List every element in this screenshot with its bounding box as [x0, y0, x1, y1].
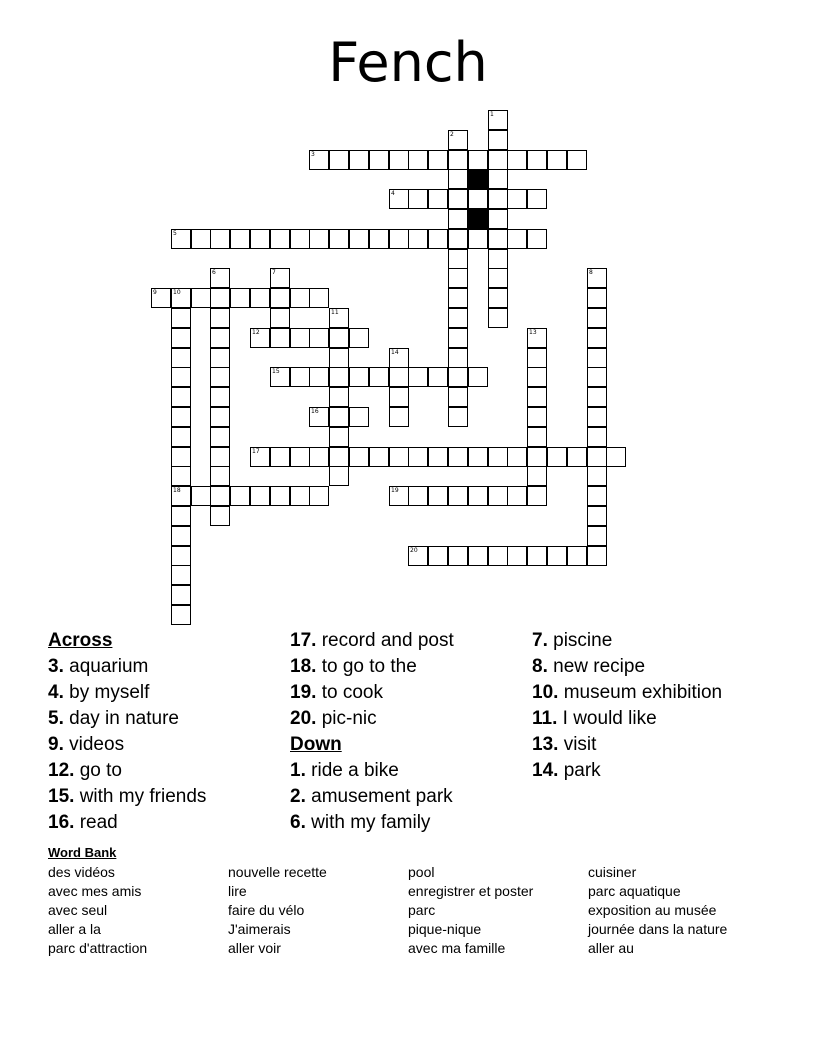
grid-cell[interactable]: [448, 130, 468, 150]
grid-cell[interactable]: [488, 268, 508, 288]
grid-cell[interactable]: [210, 427, 230, 447]
grid-cell[interactable]: [448, 348, 468, 368]
grid-cell[interactable]: [250, 229, 270, 249]
grid-cell[interactable]: [349, 407, 369, 427]
clue-across-12: 12. go to: [48, 760, 122, 781]
grid-cell[interactable]: [230, 229, 250, 249]
grid-cell[interactable]: [408, 150, 428, 170]
grid-cell[interactable]: [270, 268, 290, 288]
grid-cell[interactable]: [527, 427, 547, 447]
grid-cell[interactable]: [250, 486, 270, 506]
grid-cell[interactable]: [547, 546, 567, 566]
grid-cell[interactable]: [587, 387, 607, 407]
word-bank-item: avec seul: [48, 902, 108, 918]
grid-cell[interactable]: [230, 486, 250, 506]
grid-cell[interactable]: [408, 367, 428, 387]
cell-number: 10: [173, 289, 181, 296]
grid-cell[interactable]: [488, 288, 508, 308]
grid-cell[interactable]: [171, 328, 191, 348]
grid-cell[interactable]: [507, 546, 527, 566]
grid-cell[interactable]: [448, 150, 468, 170]
grid-cell[interactable]: [448, 328, 468, 348]
cell-number: 16: [311, 408, 319, 415]
grid-cell[interactable]: [151, 288, 171, 308]
grid-cell[interactable]: [488, 249, 508, 269]
grid-cell[interactable]: [448, 486, 468, 506]
grid-cell[interactable]: [171, 367, 191, 387]
grid-cell[interactable]: [488, 189, 508, 209]
cell-number: 20: [410, 547, 418, 554]
grid-cell[interactable]: [448, 189, 468, 209]
grid-cell[interactable]: [468, 546, 488, 566]
grid-cell[interactable]: [369, 447, 389, 467]
grid-cell[interactable]: [488, 150, 508, 170]
grid-cell[interactable]: [448, 229, 468, 249]
grid-cell[interactable]: [527, 189, 547, 209]
cell-number: 6: [212, 269, 216, 276]
cell-number: 14: [391, 349, 399, 356]
word-bank-item: parc: [408, 902, 436, 918]
grid-cell[interactable]: [171, 308, 191, 328]
grid-cell[interactable]: [171, 229, 191, 249]
grid-cell[interactable]: [329, 308, 349, 328]
grid-cell[interactable]: [309, 229, 329, 249]
grid-cell[interactable]: [329, 427, 349, 447]
grid-cell[interactable]: [369, 150, 389, 170]
grid-cell[interactable]: [309, 328, 329, 348]
grid-cell[interactable]: [210, 447, 230, 467]
word-bank-item: aller voir: [228, 940, 281, 956]
cell-number: 9: [153, 289, 157, 296]
grid-cell[interactable]: [389, 229, 409, 249]
clue-column-1: [48, 628, 206, 836]
grid-cell[interactable]: [507, 229, 527, 249]
clue-across-19: 19. to cook: [290, 682, 383, 703]
grid-cell[interactable]: [527, 546, 547, 566]
word-bank-item: lire: [228, 883, 247, 899]
grid-cell[interactable]: [567, 447, 587, 467]
clue-down-10: 10. museum exhibition: [532, 682, 723, 703]
grid-cell[interactable]: [309, 486, 329, 506]
word-bank-column-4: [588, 863, 727, 958]
word-bank-column-1: [48, 863, 147, 958]
grid-cell[interactable]: [606, 447, 626, 467]
grid-cell[interactable]: [567, 546, 587, 566]
clue-down-1: 1. ride a bike: [290, 760, 399, 781]
grid-cell[interactable]: [270, 447, 290, 467]
grid-cell[interactable]: [468, 486, 488, 506]
clue-down-6: 6. with my family: [290, 812, 431, 833]
grid-cell[interactable]: [448, 249, 468, 269]
grid-cell[interactable]: [329, 466, 349, 486]
grid-cell[interactable]: [171, 466, 191, 486]
clue-across-15: 15. with my friends: [48, 786, 207, 807]
grid-cell[interactable]: [270, 367, 290, 387]
grid-cell[interactable]: [171, 565, 191, 585]
cell-number: 5: [173, 230, 177, 237]
clue-across-9: 9. videos: [48, 734, 125, 755]
word-bank-column-3: [408, 863, 533, 958]
grid-cell[interactable]: [468, 229, 488, 249]
word-bank-item: pool: [408, 864, 435, 880]
grid-cell[interactable]: [270, 486, 290, 506]
clue-down-14: 14. park: [532, 760, 601, 781]
grid-cell[interactable]: [369, 229, 389, 249]
grid-cell[interactable]: [329, 407, 349, 427]
grid-cell[interactable]: [428, 447, 448, 467]
word-bank-column-2: [228, 863, 327, 958]
grid-cell[interactable]: [230, 288, 250, 308]
grid-cell[interactable]: [587, 268, 607, 288]
grid-cell[interactable]: [290, 486, 310, 506]
word-bank-item: nouvelle recette: [228, 864, 327, 880]
grid-cell[interactable]: [329, 367, 349, 387]
grid-cell[interactable]: [448, 447, 468, 467]
grid-cell[interactable]: [309, 288, 329, 308]
grid-cell[interactable]: [527, 150, 547, 170]
grid-cell[interactable]: [309, 367, 329, 387]
clue-down-11: 11. I would like: [532, 708, 657, 729]
grid-cell[interactable]: [448, 209, 468, 229]
grid-cell[interactable]: [507, 447, 527, 467]
grid-cell[interactable]: [587, 466, 607, 486]
grid-cell[interactable]: [191, 229, 211, 249]
word-bank-item: journée dans la nature: [588, 921, 728, 937]
grid-cell[interactable]: [587, 328, 607, 348]
grid-cell[interactable]: [171, 546, 191, 566]
grid-cell[interactable]: [507, 189, 527, 209]
page-title: Fench: [328, 31, 488, 94]
grid-cell[interactable]: [290, 367, 310, 387]
grid-cell[interactable]: [408, 546, 428, 566]
grid-cell[interactable]: [527, 486, 547, 506]
grid-cell[interactable]: [527, 387, 547, 407]
grid-cell[interactable]: [210, 348, 230, 368]
grid-cell[interactable]: [309, 150, 329, 170]
cell-number: 7: [272, 269, 276, 276]
grid-cell[interactable]: [171, 486, 191, 506]
grid-cell[interactable]: [210, 229, 230, 249]
grid-cell[interactable]: [191, 288, 211, 308]
grid-cell[interactable]: [587, 427, 607, 447]
grid-cell[interactable]: [448, 308, 468, 328]
grid-cell[interactable]: [210, 486, 230, 506]
grid-cell[interactable]: [389, 189, 409, 209]
cell-number: 12: [252, 329, 260, 336]
grid-cell[interactable]: [488, 209, 508, 229]
grid-cell[interactable]: [587, 506, 607, 526]
grid-cell[interactable]: [290, 229, 310, 249]
clue-down-13: 13. visit: [532, 734, 597, 755]
grid-cell[interactable]: [210, 506, 230, 526]
grid-cell[interactable]: [171, 407, 191, 427]
grid-cell[interactable]: [448, 367, 468, 387]
grid-cell[interactable]: [448, 546, 468, 566]
word-bank-item: parc aquatique: [588, 883, 681, 899]
grid-cell[interactable]: [171, 526, 191, 546]
grid-cell[interactable]: [171, 447, 191, 467]
grid-cell[interactable]: [210, 407, 230, 427]
cell-number: 13: [529, 329, 537, 336]
cell-number: 15: [272, 368, 280, 375]
word-bank-item: cuisiner: [588, 864, 637, 880]
grid-cell[interactable]: [488, 308, 508, 328]
grid-cell[interactable]: [191, 486, 211, 506]
grid-cell[interactable]: [329, 150, 349, 170]
grid-cell[interactable]: [428, 486, 448, 506]
grid-cell[interactable]: [587, 447, 607, 467]
grid-cell[interactable]: [369, 367, 389, 387]
grid-cell[interactable]: [329, 328, 349, 348]
clue-across-4: 4. by myself: [48, 682, 150, 703]
cell-number: 3: [311, 151, 315, 158]
grid-cell[interactable]: [210, 288, 230, 308]
clue-column-3: [532, 628, 722, 784]
word-bank-item: enregistrer et poster: [408, 883, 534, 899]
grid-cell[interactable]: [349, 447, 369, 467]
grid-cell[interactable]: [349, 367, 369, 387]
grid-cell[interactable]: [428, 367, 448, 387]
grid-cell[interactable]: [507, 150, 527, 170]
grid-cell[interactable]: [270, 229, 290, 249]
word-bank-item: avec ma famille: [408, 940, 506, 956]
grid-cell[interactable]: [507, 486, 527, 506]
grid-cell[interactable]: [329, 387, 349, 407]
grid-cell[interactable]: [171, 387, 191, 407]
grid-cell[interactable]: [468, 447, 488, 467]
grid-cell[interactable]: [171, 585, 191, 605]
grid-cell[interactable]: [389, 367, 409, 387]
cell-number: 19: [391, 487, 399, 494]
grid-cell[interactable]: [389, 348, 409, 368]
grid-cell[interactable]: [547, 447, 567, 467]
grid-cell[interactable]: [329, 447, 349, 467]
grid-cell[interactable]: [488, 130, 508, 150]
clue-across-3: 3. aquarium: [48, 656, 149, 677]
grid-cell[interactable]: [448, 288, 468, 308]
grid-cell[interactable]: [329, 229, 349, 249]
word-bank-title: Word Bank: [48, 845, 117, 860]
grid-cell[interactable]: [547, 150, 567, 170]
grid-cell[interactable]: [587, 526, 607, 546]
word-bank-item: avec mes amis: [48, 883, 142, 899]
grid-cell[interactable]: [270, 328, 290, 348]
clue-across-16: 16. read: [48, 812, 118, 833]
grid-cell[interactable]: [349, 229, 369, 249]
grid-cell[interactable]: [468, 150, 488, 170]
grid-cell[interactable]: [527, 348, 547, 368]
grid-cell[interactable]: [210, 466, 230, 486]
grid-cell[interactable]: [587, 308, 607, 328]
clue-across-20: 20. pic-nic: [290, 708, 377, 729]
grid-cell[interactable]: [290, 288, 310, 308]
grid-cell[interactable]: [448, 407, 468, 427]
grid-cell[interactable]: [210, 387, 230, 407]
grid-cell[interactable]: [448, 387, 468, 407]
cell-number: 2: [450, 131, 454, 138]
grid-cell[interactable]: [389, 150, 409, 170]
grid-cell[interactable]: [488, 229, 508, 249]
word-bank-item: pique-nique: [408, 921, 482, 937]
grid-cell[interactable]: [250, 328, 270, 348]
across-heading: Across: [48, 630, 113, 651]
grid-block: [468, 169, 488, 189]
grid-cell[interactable]: [408, 486, 428, 506]
grid-cell[interactable]: [270, 308, 290, 328]
cell-number: 18: [173, 487, 181, 494]
down-heading: Down: [290, 734, 342, 755]
grid-cell[interactable]: [527, 407, 547, 427]
cell-number: 1: [490, 111, 494, 118]
grid-cell[interactable]: [210, 308, 230, 328]
word-bank-item: faire du vélo: [228, 902, 305, 918]
grid-cell[interactable]: [587, 348, 607, 368]
grid-cell[interactable]: [428, 546, 448, 566]
grid-cell[interactable]: [389, 387, 409, 407]
grid-cell[interactable]: [428, 189, 448, 209]
grid-cell[interactable]: [587, 288, 607, 308]
grid-cell[interactable]: [250, 447, 270, 467]
grid-cell[interactable]: [468, 367, 488, 387]
clue-column-2: [290, 628, 454, 836]
grid-cell[interactable]: [171, 427, 191, 447]
grid-cell[interactable]: [428, 150, 448, 170]
grid-cell[interactable]: [448, 169, 468, 189]
grid-cell[interactable]: [428, 229, 448, 249]
grid-cell[interactable]: [171, 506, 191, 526]
word-bank-item: J'aimerais: [228, 921, 291, 937]
cell-number: 17: [252, 448, 260, 455]
grid-cell[interactable]: [290, 328, 310, 348]
grid-cell[interactable]: [587, 486, 607, 506]
grid-cell[interactable]: [587, 367, 607, 387]
grid-cell[interactable]: [309, 447, 329, 467]
grid-block: [468, 209, 488, 229]
grid-cell[interactable]: [527, 447, 547, 467]
word-bank-item: aller au: [588, 940, 634, 956]
grid-cell[interactable]: [488, 110, 508, 130]
grid-cell[interactable]: [468, 189, 488, 209]
cell-number: 8: [589, 269, 593, 276]
grid-cell[interactable]: [171, 288, 191, 308]
word-bank-item: exposition au musée: [588, 902, 717, 918]
grid-cell[interactable]: [448, 268, 468, 288]
word-bank-item: aller a la: [48, 921, 101, 937]
grid-cell[interactable]: [488, 447, 508, 467]
grid-cell[interactable]: [389, 486, 409, 506]
grid-cell[interactable]: [270, 288, 290, 308]
grid-cell[interactable]: [389, 407, 409, 427]
clue-across-18: 18. to go to the: [290, 656, 417, 677]
grid-cell[interactable]: [349, 150, 369, 170]
grid-cell[interactable]: [389, 447, 409, 467]
grid-cell[interactable]: [527, 229, 547, 249]
grid-cell[interactable]: [488, 169, 508, 189]
grid-cell[interactable]: [488, 546, 508, 566]
grid-cell[interactable]: [527, 328, 547, 348]
grid-cell[interactable]: [210, 328, 230, 348]
grid-cell[interactable]: [210, 268, 230, 288]
grid-cell[interactable]: [210, 367, 230, 387]
word-bank-item: des vidéos: [48, 864, 115, 880]
cell-number: 11: [331, 309, 339, 316]
grid-cell[interactable]: [408, 189, 428, 209]
clue-down-2: 2. amusement park: [290, 786, 453, 807]
grid-cell[interactable]: [349, 328, 369, 348]
grid-cell[interactable]: [290, 447, 310, 467]
word-bank-item: parc d'attraction: [48, 940, 148, 956]
grid-cell[interactable]: [309, 407, 329, 427]
grid-cell[interactable]: [527, 466, 547, 486]
clue-across-17: 17. record and post: [290, 630, 454, 651]
clue-across-5: 5. day in nature: [48, 708, 179, 729]
grid-cell[interactable]: [408, 447, 428, 467]
grid-cell[interactable]: [171, 348, 191, 368]
clue-down-8: 8. new recipe: [532, 656, 646, 677]
grid-cell[interactable]: [587, 407, 607, 427]
cell-number: 4: [391, 190, 395, 197]
grid-cell[interactable]: [408, 229, 428, 249]
grid-cell[interactable]: [250, 288, 270, 308]
grid-cell[interactable]: [488, 486, 508, 506]
grid-cell[interactable]: [171, 605, 191, 625]
grid-cell[interactable]: [527, 367, 547, 387]
grid-cell[interactable]: [567, 150, 587, 170]
grid-cell[interactable]: [587, 546, 607, 566]
grid-cell[interactable]: [329, 348, 349, 368]
clue-down-7: 7. piscine: [532, 630, 613, 651]
